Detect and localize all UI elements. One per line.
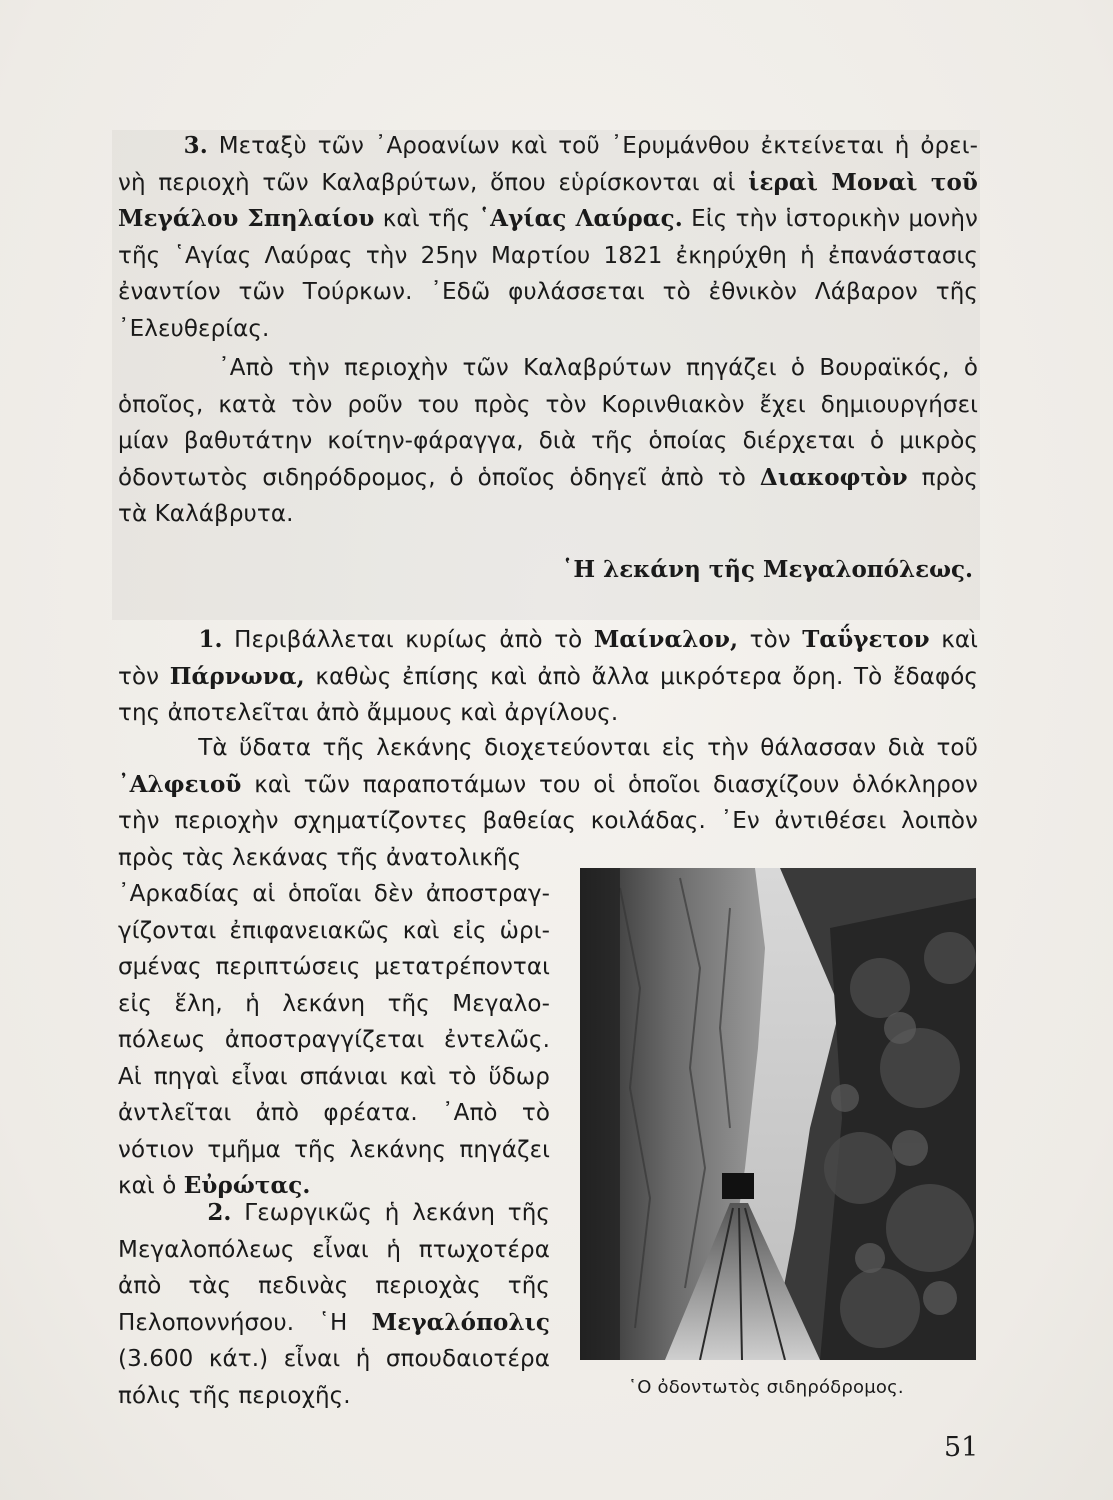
text-line [118,1305,550,1342]
text-line [118,659,978,696]
text-line: ᾿Ελευθερίας. [118,315,270,342]
text-line: πόλις τῆς περιοχῆς. [118,1382,351,1409]
text-run: τὸν [118,663,170,690]
text-run: πρὸς [907,464,978,491]
text-run: νὴ περιοχὴ τῶν Καλαβρύτων, ὅπου εὑρίσκονται αἱ [118,169,749,196]
text-line: ἀπὸ τὰς πεδινὰς περιοχὰς τῆς [118,1273,550,1299]
text-line: τῆς ῾Αγίας Λαύρας τὴν 25ην Μαρτίου 1821 ἐκηρύχθη ἡ ἐπανάστασις [118,242,978,269]
bold-term: ἱεραὶ Μοναὶ τοῦ [748,168,978,196]
text-line [118,201,978,238]
text-run: ὀδοντωτὸς σιδηρόδρομος, ὁ ὁποῖος ὁδηγεῖ ἀπὸ τὸ [118,464,760,491]
railway-gorge-photo [580,868,976,1360]
bold-term: Ταΰγετον [802,626,930,653]
bold-term: Μεγαλόπολις [371,1308,550,1336]
section-number: 2. [207,1199,232,1226]
text-line: πόλεως ἀποστραγγίζεται ἐντελῶς. [118,1027,550,1053]
text-line: τὰ Καλάβρυτα. [118,501,294,527]
bold-term: Πάρνωνα, [169,662,305,690]
text-line: Μεγαλοπόλεως εἶναι ἡ πτωχοτέρα [118,1236,550,1263]
text-line: πρὸς τὰς λεκάνας τῆς ἀνατολικῆς [118,844,522,871]
text-line: Αἱ πηγαὶ εἶναι σπάνιαι καὶ τὸ ὕδωρ [118,1063,550,1090]
text-line: μίαν βαθυτάτην κοίτην-φάραγγα, διὰ τῆς ὁποίας διέρχεται ὁ μικρὸς [118,428,978,454]
bold-term: Διακοφτὸν [759,463,908,491]
text-line [118,730,978,767]
paragraph-agriculture [118,1195,550,1414]
paragraph-waters [118,730,978,876]
text-line: τὴν περιοχὴν σχηματίζοντες βαθείας κοιλάδας. ᾿Εν ἀντιθέσει λοιπὸν [118,808,978,834]
text-line: ὁποῖος, κατὰ τὸν ροῦν του πρὸς τὸν Κορινθιακὸν ἔχει δημιουργήσει [118,391,978,418]
text-run: καὶ τῆς [374,206,479,232]
bold-term: ᾿Αλφειοῦ [118,770,242,798]
text-line: σμένας περιπτώσεις μετατρέπονται [118,954,550,980]
text-line [118,350,978,387]
page-number: 51 [944,1432,979,1463]
text-run: καθὼς ἐπίσης καὶ ἀπὸ ἄλλα μικρότερα ὄρη. Τὸ ἔδαφός [304,663,978,690]
text-line: νότιον τμῆμα τῆς λεκάνης πηγάζει [118,1136,550,1163]
text-line: ἀντλεῖται ἀπὸ φρέατα. ᾿Απὸ τὸ [118,1100,550,1126]
text-run: καὶ τῶν παραποτάμων του οἱ ὁποῖοι διασχίζουν ὁλόκληρον [241,771,978,798]
text-run: ᾿Απὸ τὴν περιοχὴν τῶν Καλαβρύτων πηγάζει ὁ Βουραϊκός, ὁ [218,355,978,381]
text-line [118,460,978,497]
bold-term: ῾Αγίας Λαύρας. [478,205,683,232]
text-line: ἐναντίον τῶν Τούρκων. ᾿Εδῶ φυλάσσεται τὸ ἐθνικὸν Λάβαρον τῆς [118,279,978,305]
text-line [118,128,978,165]
photo-caption: ῾Ο ὀδοντωτὸς σιδηρόδρομος. [628,1377,904,1398]
photo-illustration [580,868,976,1360]
paragraph-arcadia [118,876,550,1205]
text-line: ᾿Αρκαδίας αἱ ὁποῖαι δὲν ἀποστραγ- [118,881,550,907]
paragraph-vouraikos [118,350,978,533]
paragraph-kalavryta [118,128,978,347]
bold-term: Μεγάλου Σπηλαίου [118,205,375,232]
text-line [118,622,978,659]
text-line: εἰς ἕλη, ἡ λεκάνη τῆς Μεγαλο- [118,990,550,1017]
text-line [118,1195,550,1232]
paragraph-megalopolis-1 [118,622,978,732]
text-line: (3.600 κάτ.) εἶναι ἡ σπουδαιοτέρα [118,1346,550,1372]
text-run: καὶ ὁ [118,1173,184,1199]
text-run: Μεταξὺ τῶν ᾿Αροανίων καὶ τοῦ ᾿Ερυμάνθου ἐκτείνεται ἡ ὀρει- [207,133,979,159]
text-line: της ἀποτελεῖται ἀπὸ ἄμμους καὶ ἀργίλους. [118,700,619,726]
text-line: γίζονται ἐπιφανειακῶς καὶ εἰς ὡρι- [118,917,550,944]
text-run: καὶ [929,627,978,653]
text-run: Γεωργικῶς ἡ λεκάνη τῆς [231,1200,550,1226]
bold-term: Μαίναλον, [593,626,739,653]
text-run: Τὰ ὕδατα τῆς λεκάνης διοχετεύονται εἰς τὴν θάλασσαν διὰ τοῦ [198,735,978,761]
section-number: 3. [183,132,208,159]
text-run: Πελοποννήσου. ῾Η [118,1309,372,1336]
section-number: 1. [198,626,223,653]
text-run: τὸν [738,627,803,653]
text-line [118,767,978,804]
text-line [118,165,978,202]
text-run: Περιβάλλεται κυρίως ἀπὸ τὸ [222,627,594,653]
section-heading: ῾Η λεκάνη τῆς Μεγαλοπόλεως. [561,556,973,583]
bold-term: Εὐρώτας. [183,1172,311,1199]
text-run: Εἰς τὴν ἱστορικὴν μονὴν [682,206,979,232]
